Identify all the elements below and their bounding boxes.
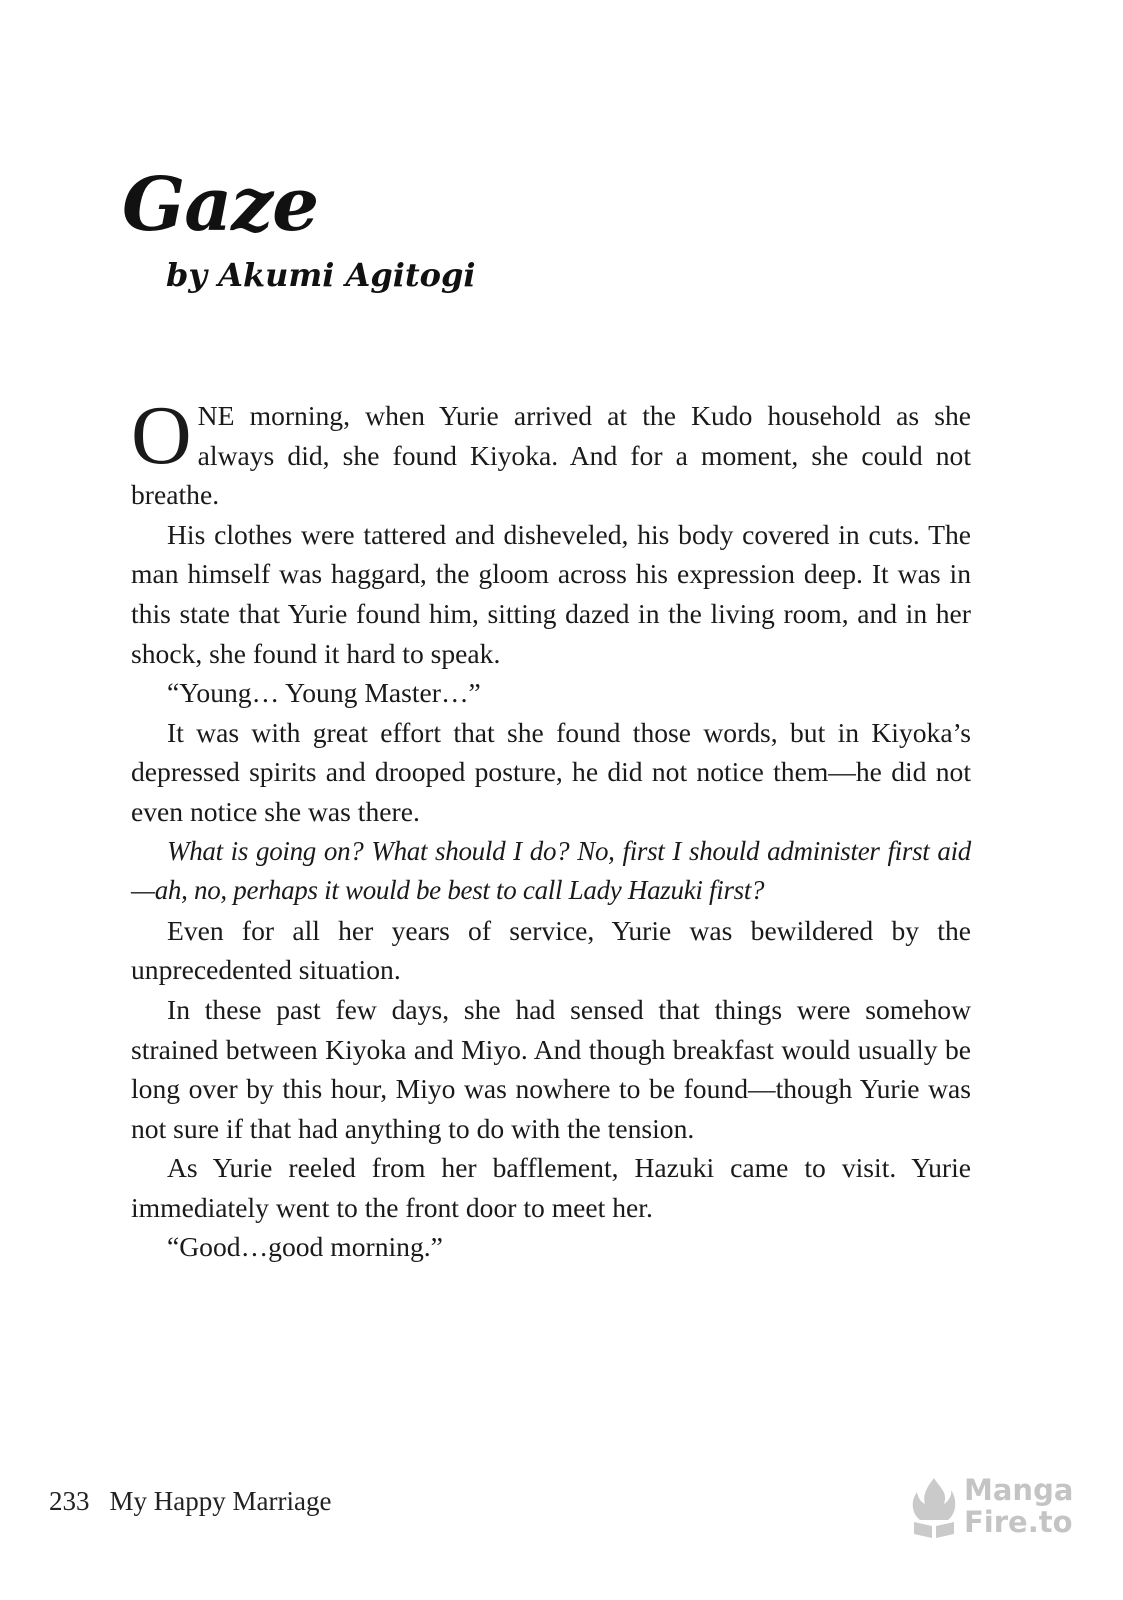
watermark-text: [964, 1474, 1073, 1538]
opening-small-caps: NE: [197, 400, 235, 431]
drop-cap: O: [131, 389, 192, 482]
paragraph: “Young… Young Master…”: [167, 677, 481, 709]
opening-text: morning, when Yurie arrived at the Kudo household as she always did, she found Kiyoka. And for a moment, she could not breathe.: [131, 400, 971, 511]
story-byline: by Akumi Agitogi: [166, 256, 476, 294]
page-number: 233: [49, 1486, 90, 1516]
paragraph: As Yurie reeled from her bafflement, Hazuki came to visit. Yurie immediately went to the front door to meet her.: [131, 1152, 971, 1223]
flame-book-logo-icon: [910, 1476, 958, 1540]
story-title: Gaze: [122, 162, 319, 248]
paragraph: “Good…good morning.”: [167, 1231, 443, 1263]
running-title: My Happy Marriage: [109, 1486, 332, 1516]
watermark: [910, 1474, 1080, 1544]
watermark-line1: Manga: [964, 1473, 1074, 1507]
opening-paragraph: [131, 389, 971, 515]
paragraph: Even for all her years of service, Yurie was bewildered by the unprecedented situation.: [131, 914, 971, 986]
watermark-line2: Fire.to: [964, 1505, 1073, 1539]
page-footer: [49, 1486, 331, 1517]
paragraph: His clothes were tattered and disheveled, his body covered in cuts. The man himself was haggard, the gloom across his expression deep. It was in this state that Yurie found him, sitting dazed in the living room, and in her shock, she found it hard to speak.: [131, 518, 971, 669]
paragraph: It was with great effort that she found those words, but in Kiyoka’s depressed spirits and drooped posture, he did not notice them—he did not even notice she was there.: [131, 716, 971, 827]
paragraph: In these past few days, she had sensed that things were somehow strained between Kiyoka and Miyo. And though breakfast would usually be long over by this hour, Miyo was nowhere to be found—though Yurie was not sure if that had anything to do with the tension.: [131, 993, 971, 1144]
title-block: [122, 162, 476, 294]
body-text: [131, 389, 971, 1267]
inner-thought-paragraph: What is going on? What should I do? No, first I should administer first aid—ah, no, perhaps it would be best to call Lady Hazuki first?: [131, 835, 971, 906]
